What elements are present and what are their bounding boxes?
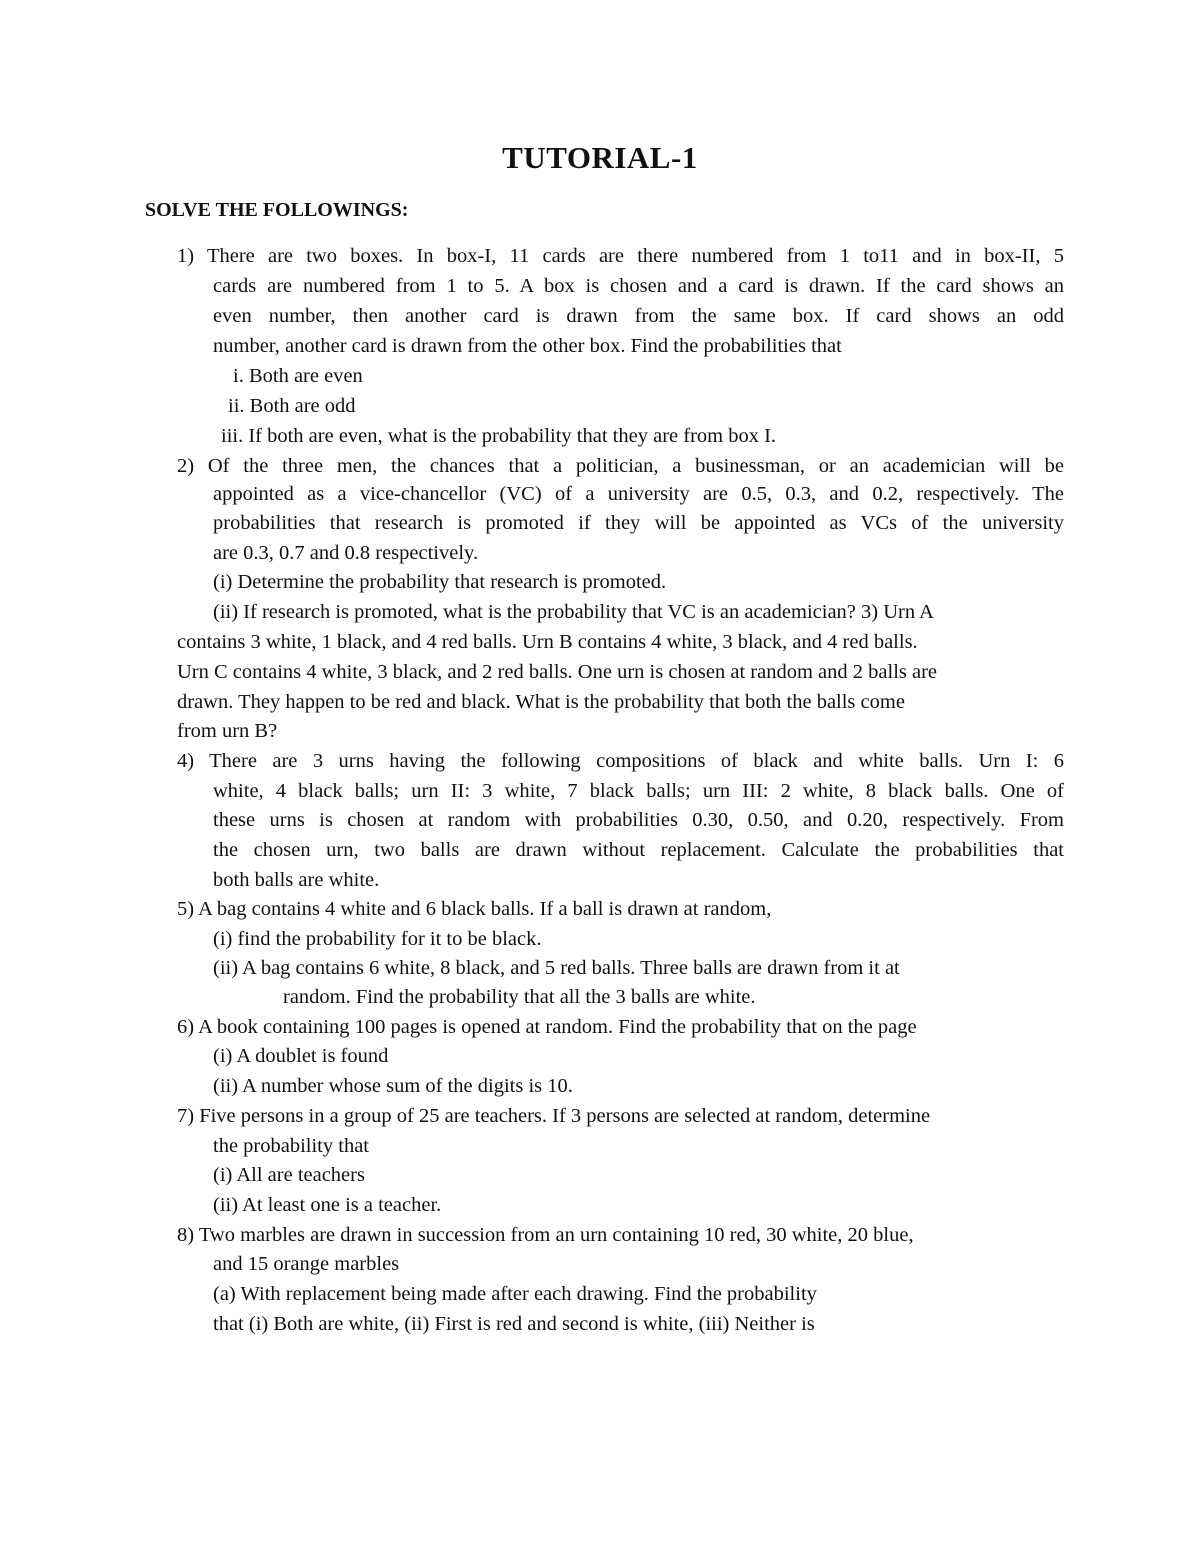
q7-subitem-ii: (ii) At least one is a teacher. [213,1194,442,1216]
q4-line-2: white, 4 black balls; urn II: 3 white, 7 black balls; urn III: 2 white, 8 black balls. One of [213,780,1064,802]
q3-line-2: Urn C contains 4 white, 3 black, and 2 red balls. One urn is chosen at random and 2 balls are [177,661,938,683]
q4-line-1: 4) There are 3 urns having the following compositions of black and white balls. Urn I: 6 [177,750,1064,772]
q8-subitem-a: (a) With replacement being made after each drawing. Find the probability [213,1283,817,1305]
page-title: TUTORIAL-1 [502,140,698,175]
q6-subitem-i: (i) A doublet is found [213,1045,389,1067]
q3-line-1: contains 3 white, 1 black, and 4 red balls. Urn B contains 4 white, 3 black, and 4 red balls. [177,631,918,653]
q8-line-2: and 15 orange marbles [213,1253,400,1275]
q8-subitem-a-cont: that (i) Both are white, (ii) First is red and second is white, (iii) Neither is [213,1313,815,1335]
q4-line-5: both balls are white. [213,869,380,891]
q1-subitem-ii: ii. Both are odd [228,395,356,417]
q2-line-4: are 0.3, 0.7 and 0.8 respectively. [213,542,479,564]
q5-subitem-ii-cont: random. Find the probability that all the 3 balls are white. [283,986,756,1008]
q4-line-3: these urns is chosen at random with probabilities 0.30, 0.50, and 0.20, respectively. From [213,809,1064,831]
q1-subitem-i: i. Both are even [233,365,363,387]
q3-line-3: drawn. They happen to be red and black. What is the probability that both the balls come [177,691,905,713]
q5-subitem-i: (i) find the probability for it to be black. [213,928,542,950]
q8-line-1: 8) Two marbles are drawn in succession from an urn containing 10 red, 30 white, 20 blue, [177,1224,914,1246]
q1-line-4: number, another card is drawn from the other box. Find the probabilities that [213,335,842,357]
q6-line-1: 6) A book containing 100 pages is opened at random. Find the probability that on the page [177,1016,917,1038]
q2-line-3: probabilities that research is promoted if they will be appointed as VCs of the university [213,512,1064,534]
q2-line-1: 2) Of the three men, the chances that a politician, a businessman, or an academician will be [177,455,1064,477]
q5-line-1: 5) A bag contains 4 white and 6 black balls. If a ball is drawn at random, [177,898,772,920]
q1-subitem-iii: iii. If both are even, what is the probability that they are from box I. [221,425,777,447]
section-heading: SOLVE THE FOLLOWINGS: [145,199,409,221]
q3-line-4: from urn B? [177,720,278,742]
q2-subitem-ii: (ii) If research is promoted, what is the probability that VC is an academician? 3) Urn A [213,601,934,623]
q7-line-2: the probability that [213,1135,369,1157]
q2-line-2: appointed as a vice-chancellor (VC) of a university are 0.5, 0.3, and 0.2, respectively. The [213,483,1064,505]
q4-line-4: the chosen urn, two balls are drawn without replacement. Calculate the probabilities that [213,839,1064,861]
q1-line-3: even number, then another card is drawn from the same box. If card shows an odd [213,305,1064,327]
q7-subitem-i: (i) All are teachers [213,1164,365,1186]
q1-line-2: cards are numbered from 1 to 5. A box is chosen and a card is drawn. If the card shows an [213,275,1064,297]
q2-subitem-i: (i) Determine the probability that research is promoted. [213,571,667,593]
q1-line-1: 1) There are two boxes. In box-I, 11 cards are there numbered from 1 to11 and in box-II, 5 [177,245,1064,267]
q7-line-1: 7) Five persons in a group of 25 are teachers. If 3 persons are selected at random, determine [177,1105,931,1127]
q5-subitem-ii: (ii) A bag contains 6 white, 8 black, and 5 red balls. Three balls are drawn from it at [213,957,900,979]
q6-subitem-ii: (ii) A number whose sum of the digits is 10. [213,1075,573,1097]
